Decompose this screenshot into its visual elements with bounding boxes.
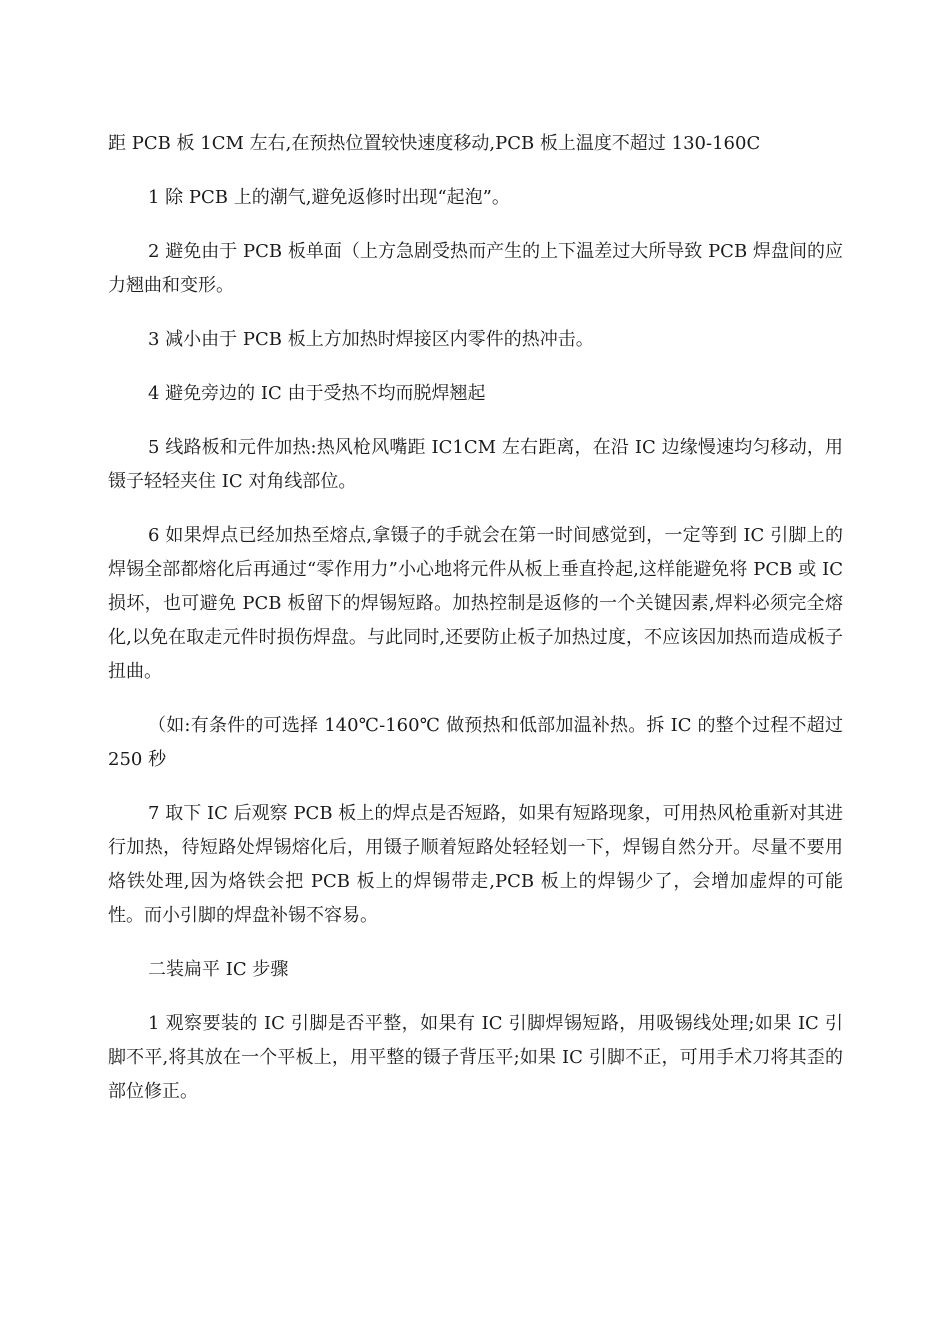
paragraph-preheat-distance: 距 PCB 板 1CM 左右,在预热位置较快速度移动,PCB 板上温度不超过 130-160C — [108, 133, 761, 154]
paragraph-step-4-nearby-ic: 4 避免旁边的 IC 由于受热不均而脱焊翘起 — [148, 383, 486, 404]
paragraph-step-7-short-check: 7 取下 IC 后观察 PCB 板上的焊点是否短路，如果有短路现象，可用热风枪重新对其进行加热，待短路处焊锡熔化后，用镊子顺着短路处轻轻划一下，焊锡自然分开。尽量不要用烙铁处理,因为烙铁会把 PCB 板上的焊锡带走,PCB 板上的焊锡少了，会增加虚焊的可能性。而小引脚的焊盘补锡不容易。 — [108, 803, 843, 926]
paragraph-step-1-moisture: 1 除 PCB 上的潮气,避免返修时出现“起泡”。 — [148, 187, 510, 208]
paragraph-preheat-note: （如:有条件的可选择 140℃-160℃ 做预热和低部加温补热。拆 IC 的整个过程不超过 250 秒 — [108, 715, 843, 770]
paragraph-install-step-1: 1 观察要装的 IC 引脚是否平整，如果有 IC 引脚焊锡短路，用吸锡线处理;如果 IC 引脚不平,将其放在一个平板上，用平整的镊子背压平;如果 IC 引脚不正，可用手术刀将其歪的部位修正。 — [108, 1013, 843, 1102]
document-body — [108, 127, 843, 1129]
section-heading-install-ic: 二装扁平 IC 步骤 — [148, 959, 289, 980]
paragraph-step-5-heating: 5 线路板和元件加热:热风枪风嘴距 IC1CM 左右距离，在沿 IC 边缘慢速均匀移动，用镊子轻轻夹住 IC 对角线部位。 — [108, 437, 843, 492]
paragraph-step-2-warping: 2 避免由于 PCB 板单面（上方急剧受热而产生的上下温差过大所导致 PCB 焊盘间的应力翘曲和变形。 — [108, 241, 843, 296]
paragraph-step-3-thermal-shock: 3 减小由于 PCB 板上方加热时焊接区内零件的热冲击。 — [148, 329, 594, 350]
paragraph-step-6-lift-component: 6 如果焊点已经加热至熔点,拿镊子的手就会在第一时间感觉到，一定等到 IC 引脚上的焊锡全部都熔化后再通过“零作用力”小心地将元件从板上垂直拎起,这样能避免将 PCB 或 IC 损坏，也可避免 PCB 板留下的焊锡短路。加热控制是返修的一个关键因素,焊料必须完全熔化,以免在取走元件时损伤焊盘。与此同时,还要防止板子加热过度，不应该因加热而造成板子扭曲。 — [108, 525, 843, 682]
